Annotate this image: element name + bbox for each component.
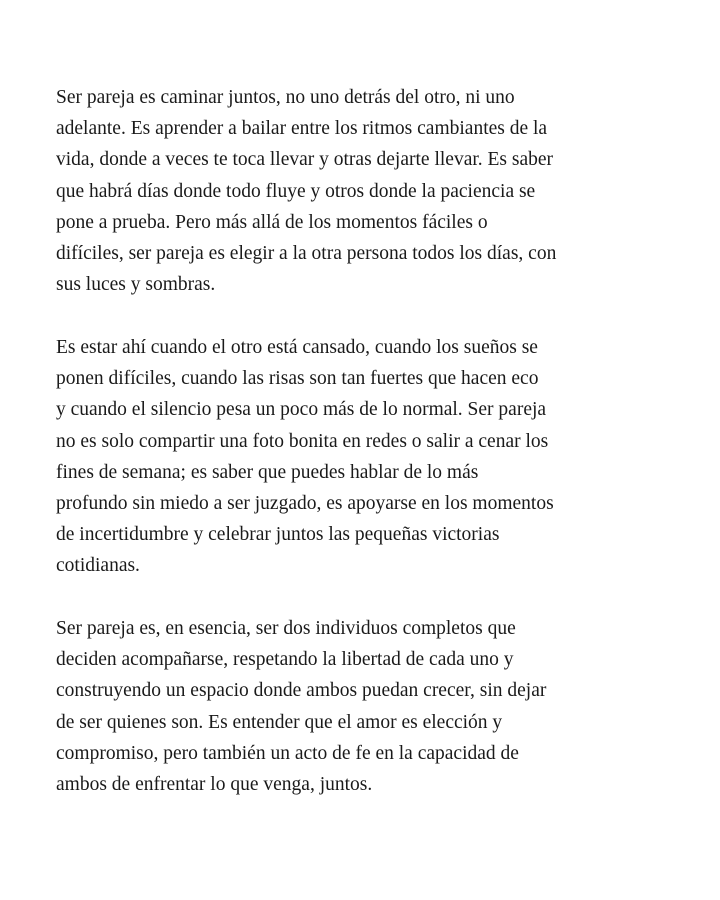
- text-line: vida, donde a veces te toca llevar y otras dejarte llevar. Es saber: [56, 149, 554, 171]
- text-line: pone a prueba. Pero más allá de los momentos fáciles o: [56, 211, 488, 233]
- text-line: de ser quienes son. Es entender que el amor es elección y: [56, 711, 503, 733]
- text-line: fines de semana; es saber que puedes hablar de lo más: [56, 461, 479, 483]
- text-line: adelante. Es aprender a bailar entre los ritmos cambiantes de la: [56, 118, 548, 140]
- text-line: sus luces y sombras.: [56, 274, 216, 296]
- text-line: ambos de enfrentar lo que venga, juntos.: [56, 774, 373, 796]
- text-line: Ser pareja es, en esencia, ser dos individuos completos que: [56, 618, 516, 640]
- text-line: que habrá días donde todo fluye y otros donde la paciencia se: [56, 180, 536, 202]
- text-line: deciden acompañarse, respetando la libertad de cada uno y: [56, 649, 514, 671]
- text-line: de incertidumbre y celebrar juntos las pequeñas victorias: [56, 524, 500, 546]
- text-line: Ser pareja es caminar juntos, no uno detrás del otro, ni uno: [56, 87, 515, 108]
- text-line: construyendo un espacio donde ambos puedan crecer, sin dejar: [56, 680, 547, 702]
- text-line: y cuando el silencio pesa un poco más de lo normal. Ser pareja: [56, 399, 547, 421]
- paragraph-1: [56, 82, 676, 300]
- text-line: difíciles, ser pareja es elegir a la otra persona todos los días, con: [56, 243, 557, 265]
- text-line: Es estar ahí cuando el otro está cansado, cuando los sueños se: [56, 336, 538, 358]
- paragraph-3: [56, 613, 676, 800]
- text-line: compromiso, pero también un acto de fe en la capacidad de: [56, 742, 519, 764]
- text-line: no es solo compartir una foto bonita en redes o salir a cenar los: [56, 430, 549, 452]
- text-line: cotidianas.: [56, 555, 140, 577]
- paragraph-2: [56, 332, 676, 582]
- text-body: [56, 82, 676, 832]
- text-line: ponen difíciles, cuando las risas son tan fuertes que hacen eco: [56, 368, 539, 390]
- text-line: profundo sin miedo a ser juzgado, es apoyarse en los momentos: [56, 492, 554, 514]
